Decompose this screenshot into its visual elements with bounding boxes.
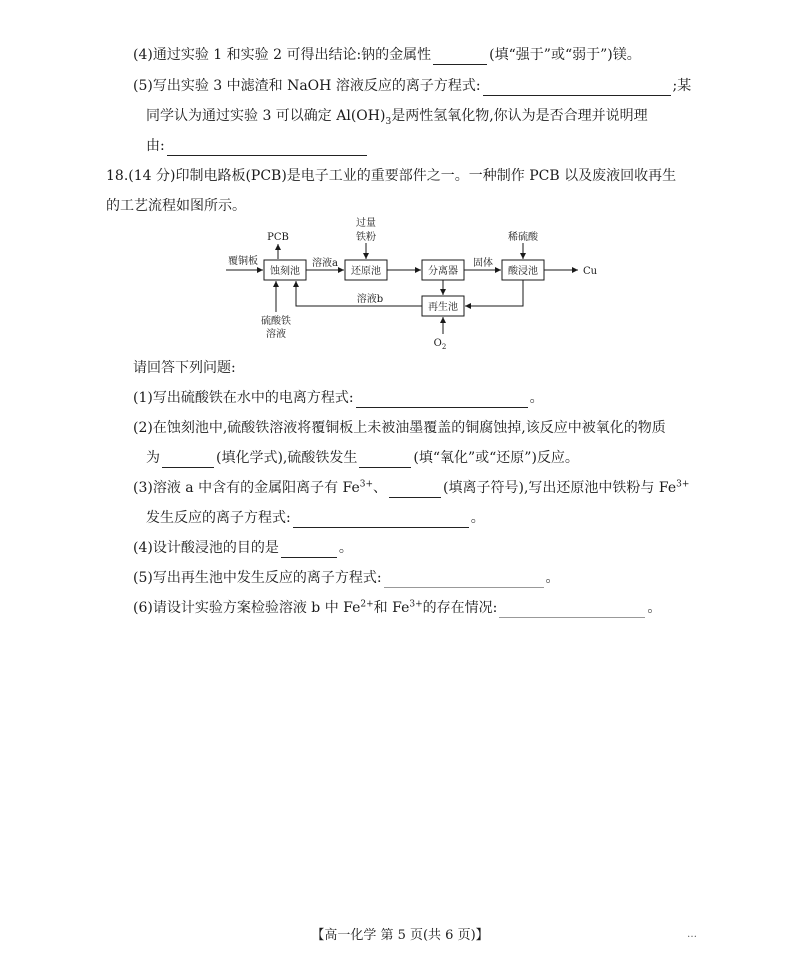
q17-part4: (4)通过实验 1 和实验 2 可得出结论:钠的金属性 (填“强于”或“弱于”)镁。 <box>133 47 641 63</box>
answer-blank[interactable] <box>281 542 337 558</box>
q17-part5: (5)写出实验 3 中滤渣和 NaOH 溶液反应的离子方程式: ;某 <box>133 78 692 94</box>
q18-part1: (1)写出硫酸铁在水中的电离方程式: 。 <box>133 390 544 406</box>
etching-tank-label: 蚀刻池 <box>270 266 300 277</box>
q18-part3-line1: (3)溶液 a 中含有的金属阳离子有 $Fe^{3+}$、 (填离子符号),写出还原池中铁粉与 $Fe^{3+}$ <box>133 479 690 496</box>
q17-part5-line3: 由: <box>146 136 369 156</box>
separator-label: 分离器 <box>428 266 458 277</box>
q18-part2-line2: 为 (填化学式),硫酸铁发生 (填“氧化”或“还原”)反应。 <box>146 450 579 466</box>
ferric-sulfate-label-2: 溶液 <box>266 329 286 340</box>
corner-mark: … <box>687 929 697 940</box>
answer-blank[interactable] <box>293 512 469 528</box>
solution-b-label: 溶液b <box>356 294 384 305</box>
q18-part5: (5)写出再生池中发生反应的离子方程式: 。 <box>133 570 560 586</box>
dilute-sulfuric-acid-label: 稀硫酸 <box>508 232 538 243</box>
q18-part4: (4)设计酸浸池的目的是 。 <box>133 540 353 556</box>
process-flow-diagram <box>200 212 620 352</box>
reduction-tank-label: 还原池 <box>351 266 381 277</box>
q17-part5-line2: 同学认为通过实验 3 可以确定 $Al(OH)_3$是两性氢氧化物,你认为是否合理并说明理 <box>146 108 648 127</box>
answer-blank[interactable] <box>162 452 214 468</box>
answer-blank[interactable] <box>433 49 487 65</box>
answer-blank[interactable] <box>483 80 671 96</box>
ferric-sulfate-label-1: 硫酸铁 <box>261 316 291 327</box>
q18-header-2: 的工艺流程如图所示。 <box>106 198 246 214</box>
q18-prompt: 请回答下列问题: <box>133 360 236 376</box>
copper-clad-board-label: 覆铜板 <box>228 256 258 267</box>
solution-a-label: 溶液a <box>312 258 338 269</box>
solid-label: 固体 <box>473 258 493 269</box>
cu-label: Cu <box>583 266 598 277</box>
acid-leach-tank-label: 酸浸池 <box>508 266 538 277</box>
answer-blank[interactable] <box>359 452 411 468</box>
page-footer: 【高一化学 第 5 页(共 6 页)】 <box>311 928 489 943</box>
iron-powder-label-1: 过量 <box>356 218 376 229</box>
q18-header: 18.(14 分)印制电路板(PCB)是电子工业的重要部件之一。一种制作 PCB 以及废液回收再生 <box>106 168 677 184</box>
answer-blank[interactable] <box>167 140 367 156</box>
answer-blank[interactable] <box>356 392 528 408</box>
pcb-label: PCB <box>267 232 289 243</box>
answer-blank[interactable] <box>499 602 645 618</box>
answer-blank[interactable] <box>389 482 441 498</box>
q18-part2-line1: (2)在蚀刻池中,硫酸铁溶液将覆铜板上未被油墨覆盖的铜腐蚀掉,该反应中被氧化的物质 <box>133 420 666 436</box>
regeneration-tank-label: 再生池 <box>428 302 458 313</box>
answer-blank[interactable] <box>384 572 544 588</box>
oxygen-label: $O_2$ <box>433 338 447 351</box>
q18-part6: (6)请设计实验方案检验溶液 b 中 $Fe^{2+}$和 $Fe^{3+}$的存在情况: 。 <box>133 599 662 616</box>
q18-part3-line2: 发生反应的离子方程式: 。 <box>146 510 485 526</box>
iron-powder-label-2: 铁粉 <box>356 232 376 243</box>
